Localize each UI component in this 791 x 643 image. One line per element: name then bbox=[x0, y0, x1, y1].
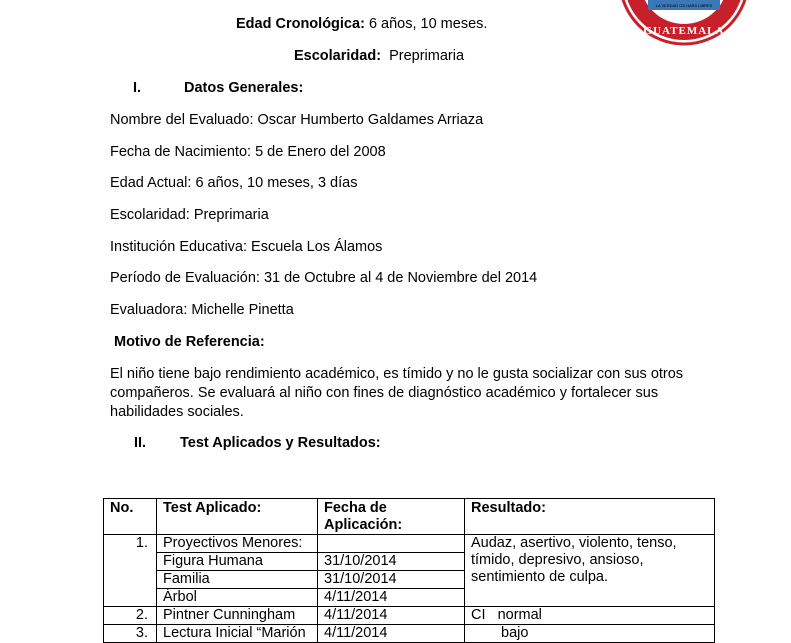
row-3-no: 3. bbox=[104, 625, 157, 643]
header-date-line1: Fecha de bbox=[324, 500, 387, 516]
row-1-sub-1-date bbox=[318, 535, 465, 553]
row-1-sub-2-test: Figura Humana bbox=[157, 553, 318, 571]
field-institucion: Institución Educativa: Escuela Los Álamos bbox=[110, 239, 383, 255]
row-1-sub-3-date: 31/10/2014 bbox=[318, 571, 465, 589]
table-row bbox=[104, 535, 715, 553]
table-row bbox=[104, 625, 715, 643]
field-edad-actual: Edad Actual: 6 años, 10 meses, 3 días bbox=[110, 175, 358, 191]
row-1-sub-3-test: Familia bbox=[157, 571, 318, 589]
edad-cronologica-line bbox=[236, 16, 487, 32]
row-1-result-line-2: tímido, depresivo, ansioso, bbox=[471, 552, 644, 568]
row-3-date: 4/11/2014 bbox=[318, 625, 465, 643]
section-2-numeral: II. bbox=[134, 435, 147, 451]
tests-table bbox=[103, 498, 715, 643]
row-1-result-line-3: sentimiento de culpa. bbox=[471, 569, 609, 585]
row-2-date: 4/11/2014 bbox=[318, 607, 465, 625]
seal-logo bbox=[618, 0, 750, 46]
section-1-title: Datos Generales: bbox=[184, 80, 304, 96]
field-periodo: Período de Evaluación: 31 de Octubre al 4 de Noviembre del 2014 bbox=[110, 270, 538, 286]
field-escolaridad: Escolaridad: Preprimaria bbox=[110, 207, 269, 223]
seal-text-mid: LA VERDAD OS HARA LIBRES bbox=[655, 3, 713, 8]
row-1-sub-1-test: Proyectivos Menores: bbox=[157, 535, 318, 553]
row-1-result bbox=[465, 535, 715, 607]
seal-text-top bbox=[657, 0, 712, 1]
field-fecha-nacimiento: Fecha de Nacimiento: 5 de Enero del 2008 bbox=[110, 144, 386, 160]
seal-text-bottom: GUATEMALA bbox=[643, 25, 725, 37]
header-test: Test Aplicado: bbox=[157, 499, 318, 535]
row-2-result: CI normal bbox=[465, 607, 715, 625]
field-nombre: Nombre del Evaluado: Oscar Humberto Galdames Arriaza bbox=[110, 112, 484, 128]
motivo-title: Motivo de Referencia: bbox=[114, 334, 265, 350]
header-date bbox=[318, 499, 465, 535]
escolaridad-label: Escolaridad: bbox=[294, 48, 382, 64]
edad-label: Edad Cronológica: bbox=[236, 16, 365, 32]
edad-value: 6 años, 10 meses. bbox=[368, 16, 488, 32]
row-3-result: bajo bbox=[465, 625, 715, 643]
escolaridad-header-line bbox=[294, 48, 464, 64]
motivo-line-3: habilidades sociales. bbox=[110, 404, 244, 420]
header-no: No. bbox=[104, 499, 157, 535]
table-header-row bbox=[104, 499, 715, 535]
header-date-line2: Aplicación: bbox=[324, 517, 403, 533]
motivo-line-2: compañeros. Se evaluará al niño con fines de diagnóstico académico y fortalecer sus bbox=[110, 385, 659, 401]
header-result: Resultado: bbox=[465, 499, 715, 535]
row-1-result-line-1: Audaz, asertivo, violento, tenso, bbox=[471, 535, 677, 551]
row-2-test: Pintner Cunningham bbox=[157, 607, 318, 625]
field-evaluadora: Evaluadora: Michelle Pinetta bbox=[110, 302, 294, 318]
row-2-no: 2. bbox=[104, 607, 157, 625]
section-1-numeral: I. bbox=[133, 80, 142, 96]
row-1-sub-4-date: 4/11/2014 bbox=[318, 589, 465, 607]
section-2-title: Test Aplicados y Resultados: bbox=[180, 435, 381, 451]
row-3-test: Lectura Inicial “Marión bbox=[157, 625, 318, 643]
table-row bbox=[104, 607, 715, 625]
row-1-no: 1. bbox=[104, 535, 157, 607]
motivo-line-1: El niño tiene bajo rendimiento académico, es tímido y no le gusta socializar con sus otros bbox=[110, 366, 684, 382]
row-1-sub-2-date: 31/10/2014 bbox=[318, 553, 465, 571]
escolaridad-value: Preprimaria bbox=[389, 48, 465, 64]
row-1-sub-4-test: Árbol bbox=[157, 589, 318, 607]
